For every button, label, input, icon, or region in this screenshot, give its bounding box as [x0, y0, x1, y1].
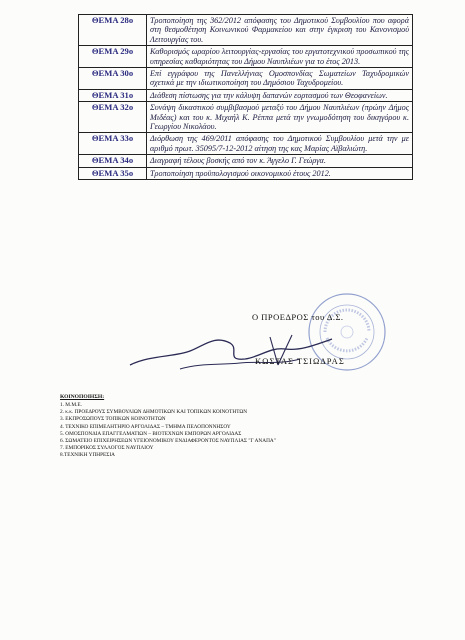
- agenda-item-number: ΘΕΜΑ 33ο: [79, 133, 147, 155]
- agenda-item-text: Διάθεση πίστωσης για την κάλυψη δαπανών εορτασμού των Θεοφανείων.: [147, 89, 413, 101]
- recipient-item: 7. ΕΜΠΟΡΙΚΟΣ ΣΥΛΛΟΓΟΣ ΝΑΥΠΛΙΟΥ: [60, 445, 154, 452]
- agenda-item-number: ΘΕΜΑ 34ο: [79, 155, 147, 167]
- agenda-item-number: ΘΕΜΑ 29ο: [79, 46, 147, 68]
- agenda-item-text: Συνάψη δικαστικού συμβιβασμού μεταξύ του Δήμου Ναυπλιέων (πρώην Δήμος Μιδέας) και του κ. Μιχαήλ Κ. Ρέππα μετά την γνωμοδότηση του δικηγόρου κ. Γεωργίου Νικολάου.: [147, 102, 413, 133]
- president-title: Ο ΠΡΟΕΔΡΟΣ του Δ.Σ.: [252, 312, 344, 322]
- agenda-item-text: Διόρθωση της 469/2011 απόφασης του Δημοτικού Συμβουλίου μετά την με αριθμό πρωτ. 35095/7-12-2012 αίτηση της κας Μαρίας Αϊβαλιώτη.: [147, 133, 413, 155]
- agenda-row: [79, 46, 413, 68]
- agenda-row: [79, 68, 413, 90]
- recipient-item: 8.ΤΕΧΝΙΚΗ ΥΠΗΡΕΣΙΑ: [60, 452, 115, 459]
- agenda-item-text: Τροποποίηση προϋπολογισμού οικονομικού έτους 2012.: [147, 167, 413, 179]
- recipient-item: 3. ΕΚΠΡΟΣΩΠΟΥΣ ΤΟΠΙΚΩΝ ΚΟΙΝΟΤΗΤΩΝ: [60, 416, 166, 423]
- agenda-item-text: Διαγραφή τέλους βοσκής από τον κ. Άγγελο Γ. Γεώργα.: [147, 155, 413, 167]
- notify-heading: ΚΟΙΝΟΠΟΙΗΣΗ:: [60, 394, 105, 400]
- president-name: ΚΩΣΤΑΣ ΤΣΙΩΔΡΑΣ: [255, 356, 345, 366]
- agenda-row: [79, 102, 413, 133]
- agenda-row: [79, 167, 413, 179]
- agenda-item-number: ΘΕΜΑ 31ο: [79, 89, 147, 101]
- recipient-list: [60, 402, 276, 460]
- agenda-item-text: Επί εγγράφου της Πανελλήνιας Ομοσπονδίας Σωματείων Ταχυδρομικών σχετικά με την ιδιωτικοποίηση του Δημόσιου Ταχυδρομείου.: [147, 68, 413, 90]
- agenda-table: [78, 14, 413, 180]
- agenda-item-number: ΘΕΜΑ 30ο: [79, 68, 147, 90]
- agenda-item-text: Καθορισμός ωραρίου λειτουργίας-εργασίας του εργατοτεχνικού προσωπικού της υπηρεσίας καθαριότητας του Δήμου Ναυπλιέων για το έτος 2013.: [147, 46, 413, 68]
- agenda-row: [79, 155, 413, 167]
- recipient-item: 1. Μ.Μ.Ε.: [60, 402, 82, 408]
- agenda-item-number: ΘΕΜΑ 28ο: [79, 15, 147, 46]
- agenda-item-number: ΘΕΜΑ 32ο: [79, 102, 147, 133]
- recipient-item: 5. ΟΜΟΣΠΟΝΔΙΑ ΕΠΑΓΓΕΛΜΑΤΙΩΝ – ΒΙΟΤΕΧΝΩΝ ΕΜΠΟΡΩΝ ΑΡΓΟΛΙΔΑΣ: [60, 430, 242, 437]
- agenda-row: [79, 89, 413, 101]
- handwritten-signature: [120, 325, 340, 380]
- agenda-row: [79, 133, 413, 155]
- recipient-item: 4. ΤΕΧΝΙΚΟ ΕΠΙΜΕΛΗΤΗΡΙΟ ΑΡΓΟΛΙΔΑΣ – ΤΜΗΜΑ ΠΕΛΟΠΟΝΝΗΣΟΥ: [60, 423, 231, 430]
- recipient-item: 6. ΣΩΜΑΤΕΙΟ ΕΠΙΧΕΙΡΗΣΕΩΝ ΥΓΕΙΟΝΟΜΙΚΟΥ ΕΝΔΙΑΦΕΡΟΝΤΟΣ ΝΑΥΠΛΙΑΣ "Γ ΑΝΑΠΑ": [60, 438, 276, 445]
- agenda-row: [79, 15, 413, 46]
- recipient-item: 2. κ.κ. ΠΡΟΕΔΡΟΥΣ ΣΥΜΒΟΥΛΙΩΝ ΔΗΜΟΤΙΚΩΝ ΚΑΙ ΤΟΠΙΚΩΝ ΚΟΙΝΟΤΗΤΩΝ: [60, 409, 248, 416]
- agenda-item-number: ΘΕΜΑ 35ο: [79, 167, 147, 179]
- agenda-item-text: Τροποποίηση της 362/2012 απόφασης του Δημοτικού Συμβουλίου που αφορά στη θεσμοθέτηση Κοινωνικού Φαρμακείου και στην έγκριση του Κανονισμού Λειτουργίας του.: [147, 15, 413, 46]
